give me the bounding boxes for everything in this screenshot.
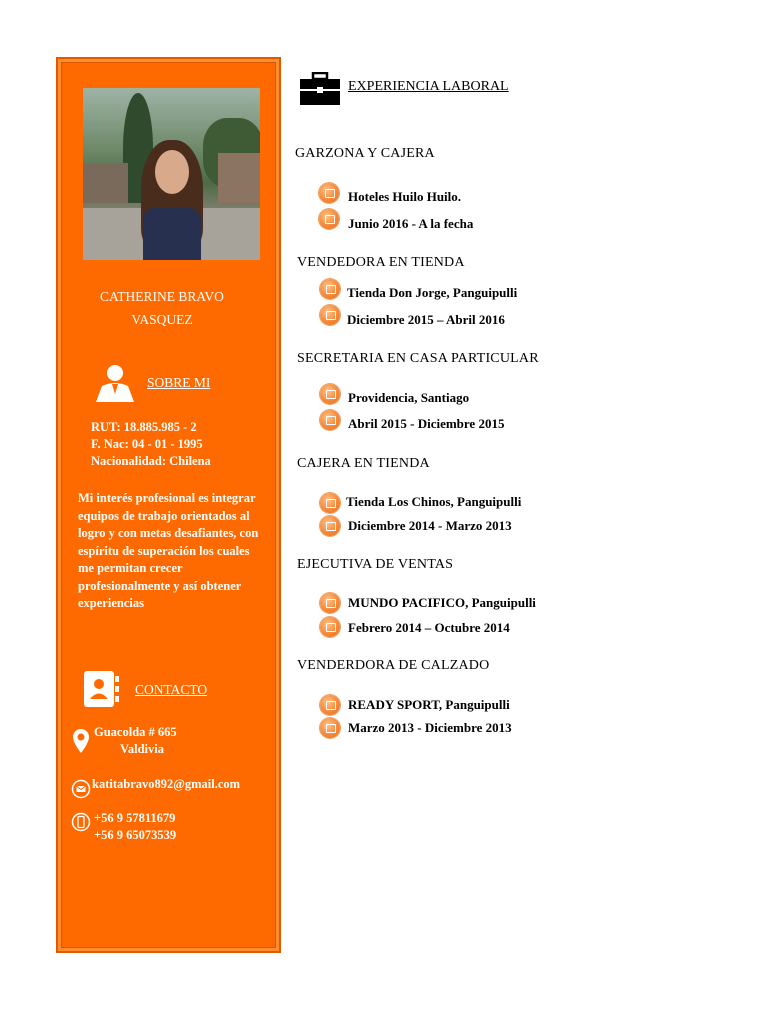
contact-book-icon [82, 670, 120, 708]
nationality-text: Nacionalidad: Chilena [91, 454, 211, 468]
address-line-1: Guacolda # 665 [94, 725, 177, 739]
job-dates: Junio 2016 - A la fecha [348, 216, 474, 231]
candidate-name [76, 285, 248, 331]
phone-number-2[interactable]: +56 9 65073539 [94, 828, 177, 842]
briefcase-icon [299, 72, 341, 106]
building-icon [320, 384, 340, 404]
email-text[interactable]: katitabravo892@gmail.com [92, 777, 241, 791]
phone-number-1[interactable]: +56 9 57811679 [94, 811, 176, 825]
about-title: SOBRE MI [147, 375, 211, 390]
calendar-icon [320, 718, 340, 738]
calendar-icon [320, 617, 340, 637]
phone-block [94, 810, 176, 844]
job-title: CAJERA EN TIENDA [297, 456, 430, 471]
job-place: READY SPORT, Panguipulli [348, 697, 510, 712]
job-dates: Febrero 2014 – Octubre 2014 [348, 620, 510, 635]
job-place: Hoteles Huilo Huilo. [348, 189, 462, 204]
contact-title: CONTACTO [135, 682, 208, 697]
building-icon [319, 183, 339, 203]
calendar-icon [320, 410, 340, 430]
address-line-2: Valdivia [120, 742, 165, 756]
job-dates: Diciembre 2014 - Marzo 2013 [348, 518, 512, 533]
job-dates: Diciembre 2015 – Abril 2016 [347, 312, 505, 327]
job-title: VENDERDORA DE CALZADO [297, 658, 490, 673]
calendar-icon [320, 305, 340, 325]
address-block [94, 724, 177, 758]
birthdate-text: F. Nac: 04 - 01 - 1995 [91, 437, 203, 451]
building-icon [320, 695, 340, 715]
rut-text: RUT: 18.885.985 - 2 [91, 420, 197, 434]
name-line-2: VASQUEZ [131, 312, 193, 327]
about-text: Mi interés profesional es integrar equipos de trabajo orientados al logro y con metas desafiantes, con espíritu de superación los cuales me permitan crecer profesionalmente y así obtener experiencias [78, 491, 259, 610]
building-icon [320, 493, 340, 513]
job-place: Tienda Los Chinos, Panguipulli [346, 494, 522, 509]
personal-info [91, 419, 211, 470]
job-place: Tienda Don Jorge, Panguipulli [347, 285, 518, 300]
job-title: GARZONA Y CAJERA [295, 146, 435, 161]
name-line-1: CATHERINE BRAVO [100, 289, 224, 304]
location-pin-icon [72, 728, 90, 754]
job-title: VENDEDORA EN TIENDA [297, 255, 465, 270]
calendar-icon [319, 209, 339, 229]
job-dates: Marzo 2013 - Diciembre 2013 [348, 720, 512, 735]
experience-heading: EXPERIENCIA LABORAL [348, 79, 509, 94]
job-place: Providencia, Santiago [348, 390, 470, 405]
person-icon [94, 364, 136, 402]
job-place: MUNDO PACIFICO, Panguipulli [348, 595, 536, 610]
profile-photo [83, 88, 260, 260]
building-icon [320, 279, 340, 299]
job-title: SECRETARIA EN CASA PARTICULAR [297, 351, 539, 366]
email-icon [71, 779, 91, 799]
calendar-icon [320, 516, 340, 536]
job-title: EJECUTIVA DE VENTAS [297, 557, 454, 572]
job-dates: Abril 2015 - Diciembre 2015 [348, 416, 505, 431]
phone-icon [71, 812, 91, 832]
building-icon [320, 593, 340, 613]
